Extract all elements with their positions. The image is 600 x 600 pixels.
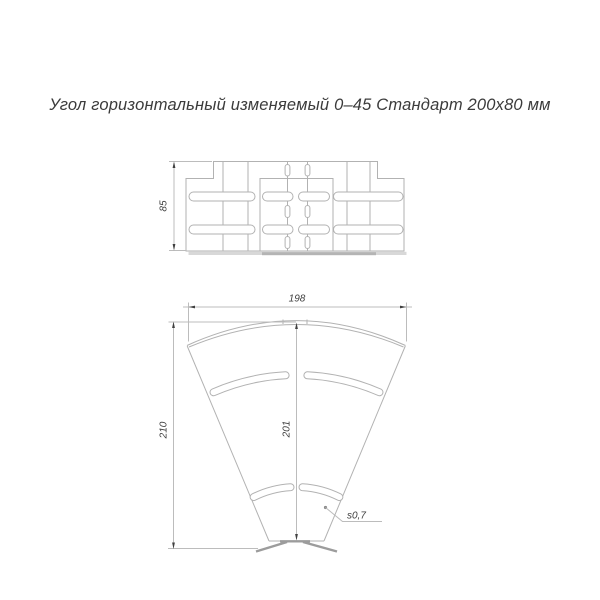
top-view-outline — [186, 162, 404, 252]
dim-201-label: 201 — [281, 420, 293, 438]
mounting-slots-row2 — [189, 225, 403, 234]
dim-210-label: 210 — [158, 421, 170, 439]
joint-slots — [285, 165, 310, 249]
dim-210 — [159, 322, 297, 550]
segment-lines — [223, 162, 370, 252]
dim-198-label: 198 — [288, 293, 306, 305]
center-plate — [260, 179, 333, 252]
dim-201 — [282, 323, 298, 541]
bottom-shadow-dark — [262, 252, 376, 255]
top-view — [159, 162, 407, 256]
drawing-title: Угол горизонтальный изменяемый 0–45 Стандарт 200х80 мм — [49, 95, 551, 114]
end-flange — [256, 541, 337, 551]
thickness-label: s0,7 — [347, 510, 366, 522]
plan-view — [159, 294, 413, 552]
mounting-slots-row1 — [189, 192, 403, 201]
dim-85 — [159, 162, 213, 251]
dim-85-label: 85 — [158, 200, 170, 212]
